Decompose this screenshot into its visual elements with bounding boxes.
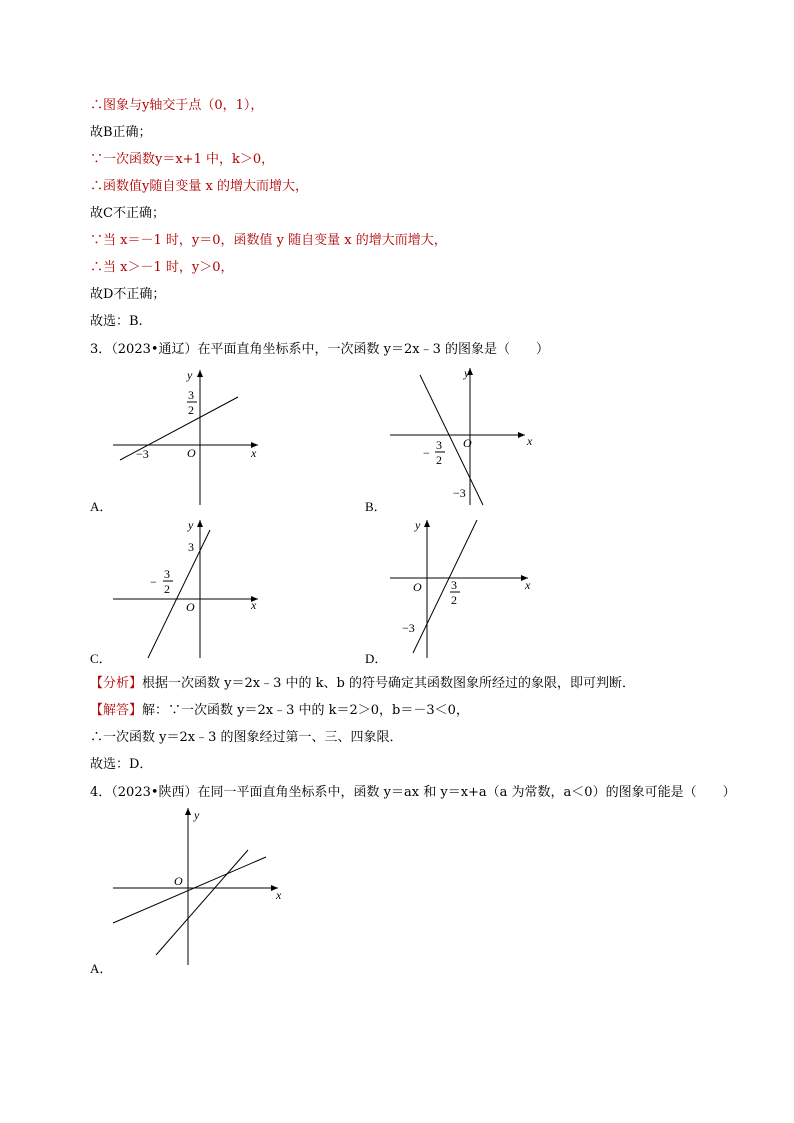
option-b-label: B． <box>365 499 387 514</box>
q3-answer-2: ∴一次函数 y＝2x﹣3 的图象经过第一、三、四象限． <box>90 730 403 745</box>
graph-b-x-int-sign: − <box>423 446 430 460</box>
graph-b-y-intercept: −3 <box>453 486 466 500</box>
question-4-stem: 4．（2023•陕西）在同一平面直角坐标系中，函数 y＝ax 和 y＝x+a（a 为常数，a＜0）的图象可能是（ ） <box>90 785 736 800</box>
q3-analysis <box>90 675 635 693</box>
solution-line-4: ∴函数值y随自变量 x 的增大而增大， <box>90 179 308 194</box>
analysis-tag: 【分析】 <box>90 676 143 691</box>
option-d-label: D． <box>365 651 388 666</box>
graph-b-x-label: x <box>527 434 533 448</box>
graph-d-x-int-den: 2 <box>451 593 457 607</box>
graph-c-x-int-sign: − <box>150 575 157 589</box>
graph-b-y-label: y <box>464 366 470 380</box>
graph-c <box>108 515 278 660</box>
solution-line-1: ∴图象与y轴交于点（0，1）， <box>90 98 264 113</box>
graph-a-y-label: y <box>187 368 193 382</box>
graph-b <box>385 365 545 510</box>
answer-tag: 【解答】 <box>90 703 143 718</box>
graph-a-y-int-num: 3 <box>188 388 194 402</box>
graph-b-x-int-den: 2 <box>436 453 442 467</box>
graph-a <box>108 365 278 510</box>
option-c-label: C． <box>90 651 112 666</box>
graph-b-x-int-num: 3 <box>436 438 442 452</box>
graph-q4-y-label: y <box>194 808 200 822</box>
answer-text: 解：∵一次函数 y＝2x﹣3 中的 k＝2＞0，b＝－3＜0， <box>142 703 469 718</box>
solution-line-8: 故D不正确； <box>90 287 166 302</box>
graph-a-y-int-den: 2 <box>188 403 194 417</box>
graph-c-origin: O <box>186 600 195 614</box>
graph-d-y-label: y <box>415 518 421 532</box>
graph-d-y-intercept: −3 <box>402 621 415 635</box>
question-3-stem: 3．（2023•通辽）在平面直角坐标系中，一次函数 y＝2x﹣3 的图象是（ ） <box>90 342 550 357</box>
graph-c-x-int-den: 2 <box>164 582 170 596</box>
solution-line-6: ∵当 x＝－1 时，y＝0，函数值 y 随自变量 x 的增大而增大， <box>90 233 447 248</box>
graph-d-origin: O <box>413 580 422 594</box>
solution-line-2: 故B正确； <box>90 125 152 140</box>
solution-line-7: ∴当 x＞－1 时，y＞0， <box>90 260 234 275</box>
graph-q4-a <box>108 805 288 970</box>
graph-c-y-intercept: 3 <box>188 540 194 554</box>
solution-line-5: 故C不正确； <box>90 206 165 221</box>
graph-c-y-label: y <box>188 518 194 532</box>
graph-q4-x-label: x <box>276 888 282 902</box>
graph-a-x-intercept: −3 <box>136 447 149 461</box>
analysis-text: 根据一次函数 y＝2x﹣3 中的 k、b 的符号确定其函数图象所经过的象限，即可判断． <box>142 676 635 691</box>
graph-d <box>385 515 545 660</box>
graph-q4-origin: O <box>174 874 183 888</box>
graph-a-x-label: x <box>251 446 257 460</box>
solution-line-9: 故选：B. <box>90 314 143 329</box>
q3-answer <box>90 702 469 720</box>
option-a-label: A． <box>90 499 113 514</box>
graph-b-origin: O <box>463 436 472 450</box>
graph-c-x-label: x <box>251 598 257 612</box>
graph-d-x-int-num: 3 <box>451 578 457 592</box>
q4-option-a-label: A． <box>90 961 113 976</box>
graph-a-origin: O <box>187 446 196 460</box>
graph-c-x-int-num: 3 <box>164 567 170 581</box>
graph-d-x-label: x <box>525 578 531 592</box>
solution-line-3: ∵一次函数y＝x+1 中，k＞0， <box>90 152 275 167</box>
q3-choice: 故选：D． <box>90 757 153 772</box>
